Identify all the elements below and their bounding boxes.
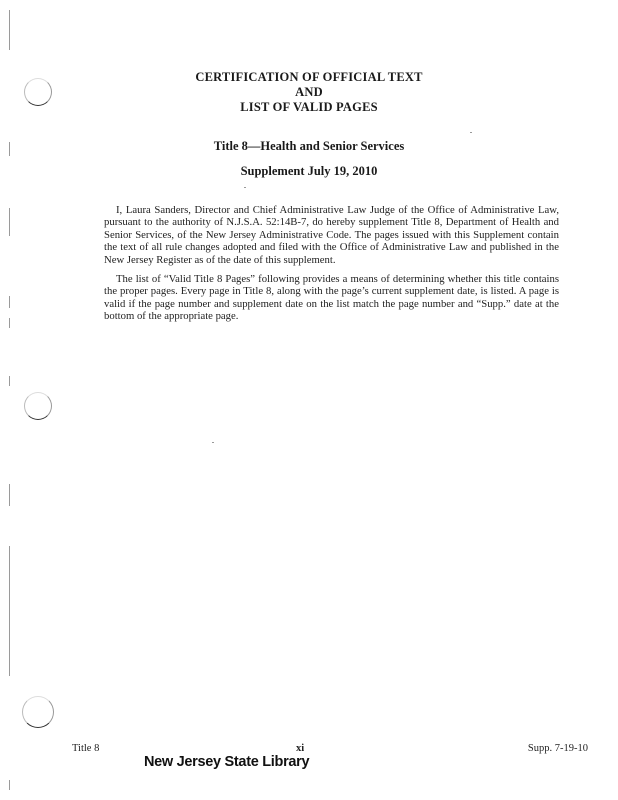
- footer-supplement-date: Supp. 7-19-10: [527, 743, 588, 754]
- punch-hole-bottom: [22, 696, 54, 728]
- scan-edge-mark: [9, 318, 10, 328]
- scan-speck: [244, 187, 246, 188]
- certification-paragraph: I, Laura Sanders, Director and Chief Administrative Law Judge of the Office of Administrative Law, pursuant to the authority of N.J.S.A. 52:14B-7, do hereby supplement Title 8, Department of Health and Senior Services, of the New Jersey Administrative Code. The pages issued with this Supplement contain the text of all rule changes adopted and filed with the Office of Administrative Law and published in the New Jersey Register as of the date of this supplement.: [104, 204, 559, 266]
- scan-edge-mark: [9, 208, 10, 236]
- scan-speck: [212, 442, 214, 443]
- scan-speck: [470, 132, 472, 133]
- scan-edge-mark: [9, 484, 10, 506]
- certification-heading: CERTIFICATION OF OFFICIAL TEXT: [195, 70, 423, 84]
- certification-heading-and: AND: [295, 85, 323, 99]
- title-heading: Title 8—Health and Senior Services: [213, 139, 405, 153]
- valid-pages-heading: LIST OF VALID PAGES: [240, 100, 378, 114]
- scan-edge-mark: [9, 546, 10, 676]
- scan-edge-mark: [9, 296, 10, 308]
- scan-edge-mark: [9, 780, 10, 790]
- punch-hole-middle: [24, 392, 52, 420]
- footer-title: Title 8: [72, 743, 100, 754]
- scan-edge-mark: [9, 10, 10, 50]
- scan-edge-mark: [9, 376, 10, 386]
- library-stamp: New Jersey State Library: [144, 754, 310, 770]
- footer-page-number: xi: [296, 743, 305, 754]
- valid-pages-paragraph: The list of “Valid Title 8 Pages” following provides a means of determining whether this title contains the proper pages. Every page in Title 8, along with the page’s current supplement date, is listed. A page is valid if the page number and supplement date on the list match the page number and “Supp.” date at the bottom of the appropriate page.: [104, 273, 559, 323]
- supplement-date-heading: Supplement July 19, 2010: [240, 164, 378, 178]
